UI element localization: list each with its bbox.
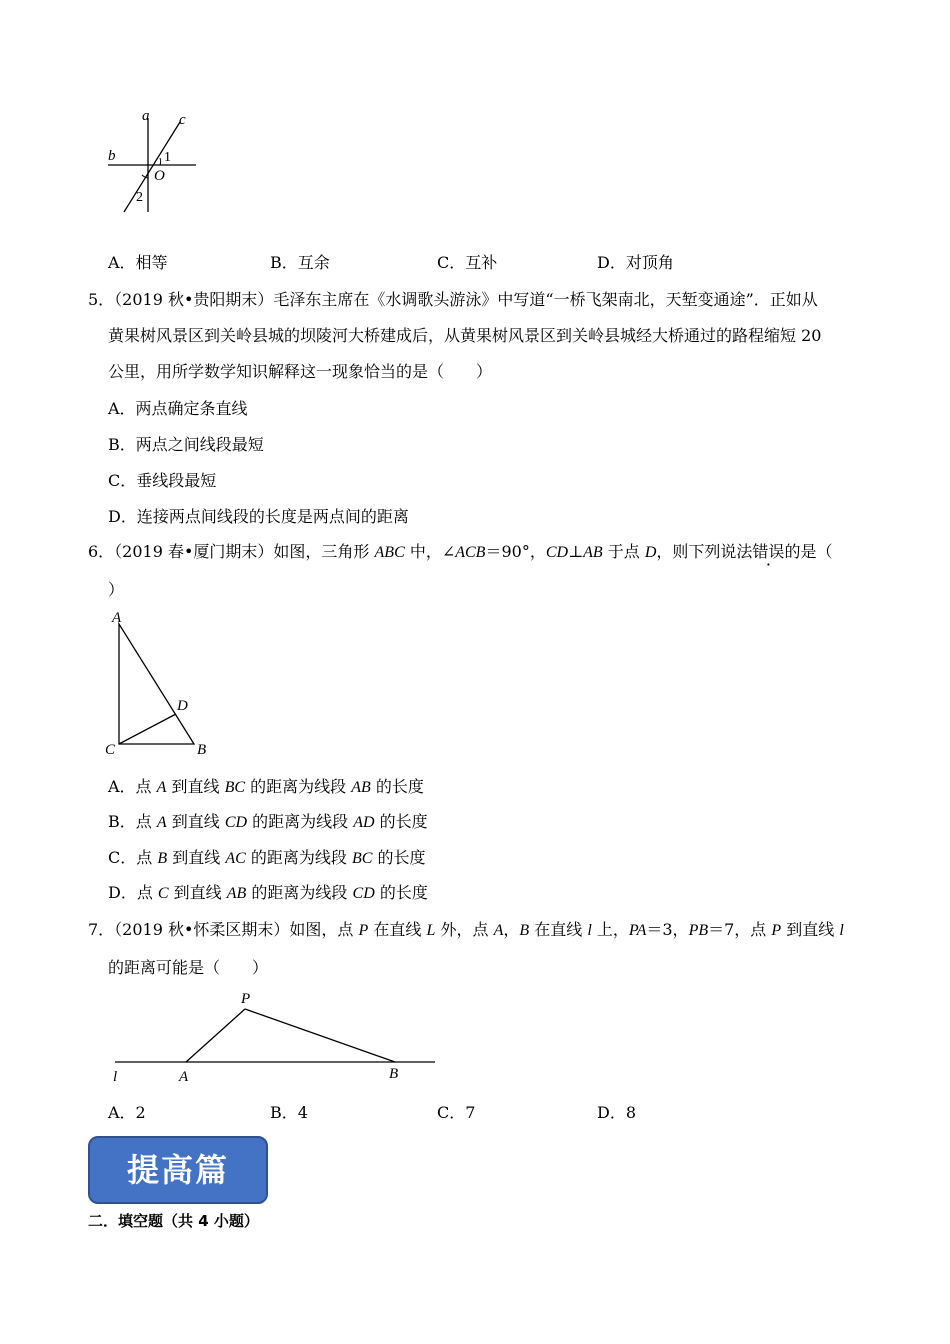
q5-option-d[interactable]: D．连接两点间线段的长度是两点间的距离 <box>108 507 409 526</box>
label-D: D <box>177 698 188 714</box>
emphasis-text: 错误 <box>752 542 785 561</box>
q6-stem-line1: 6．（2019 春•厦门期末）如图，三角形 ABC 中，∠ACB＝90°，CD⊥AB 于点 D，则下列说法错误的是（ <box>88 542 833 561</box>
q7-option-d[interactable]: D．8 <box>597 1103 637 1122</box>
q5-option-b[interactable]: B．两点之间线段最短 <box>108 435 264 454</box>
q4-option-c[interactable]: C．互补 <box>437 253 498 272</box>
segment-pb <box>245 1009 395 1062</box>
q7-figure <box>105 986 445 1086</box>
label-c: c <box>179 112 186 128</box>
q6-option-a[interactable]: A．点 A 到直线 BC 的距离为线段 AB 的长度 <box>108 777 424 796</box>
label-angle1: 1 <box>164 150 171 165</box>
q4-option-a[interactable]: A．相等 <box>108 253 168 272</box>
label-o: O <box>154 168 165 184</box>
label-C: C <box>105 742 116 758</box>
q7-option-b[interactable]: B．4 <box>270 1103 308 1122</box>
q6-stem-line2: ） <box>108 580 125 599</box>
label-B: B <box>389 1066 399 1082</box>
q6-option-b[interactable]: B．点 A 到直线 CD 的距离为线段 AD 的长度 <box>108 812 428 831</box>
label-l: l <box>113 1069 118 1085</box>
q4-figure <box>100 108 210 218</box>
segment-cd <box>119 714 176 744</box>
q7-option-c[interactable]: C．7 <box>437 1103 476 1122</box>
section-heading-fill-in: 二．填空题（共 4 小题） <box>88 1212 259 1230</box>
q7-stem-line1: 7．（2019 秋•怀柔区期末）如图，点 P 在直线 L 外，点 A，B 在直线 l 上，PA＝3，PB＝7，点 P 到直线 l <box>88 920 844 939</box>
q6-figure <box>100 606 215 758</box>
triangle-abc <box>119 624 194 744</box>
label-angle2: 2 <box>136 190 143 205</box>
q4-option-b[interactable]: B．互余 <box>270 253 330 272</box>
label-b: b <box>108 148 116 164</box>
q7-option-a[interactable]: A．2 <box>108 1103 146 1122</box>
q6-option-c[interactable]: C．点 B 到直线 AC 的距离为线段 BC 的长度 <box>108 848 426 867</box>
label-A: A <box>112 610 122 626</box>
q5-option-c[interactable]: C．垂线段最短 <box>108 471 217 490</box>
q5-stem-line2: 黄果树风景区到关岭县城的坝陵河大桥建成后，从黄果树风景区到关岭县城经大桥通过的路程缩短 20 <box>108 326 822 345</box>
q5-option-a[interactable]: A．两点确定条直线 <box>108 399 248 418</box>
label-B: B <box>197 742 207 758</box>
angle1-arc <box>160 158 161 165</box>
label-a: a <box>142 108 150 124</box>
q6-option-d[interactable]: D．点 C 到直线 AB 的距离为线段 CD 的长度 <box>108 883 428 902</box>
q5-stem-line1: 5．（2019 秋•贵阳期末）毛泽东主席在《水调歌头游泳》中写道“一桥飞架南北，天堑变通途”．正如从 <box>88 290 818 309</box>
segment-pa <box>186 1009 245 1062</box>
line-c <box>124 122 180 212</box>
label-P: P <box>241 991 251 1007</box>
q5-stem-line3: 公里，用所学数学知识解释这一现象恰当的是（ ） <box>108 362 493 381</box>
q7-stem-line2: 的距离可能是（ ） <box>108 958 269 977</box>
label-A: A <box>179 1069 189 1085</box>
advanced-section-badge: 提高篇 <box>88 1136 268 1204</box>
q4-option-d[interactable]: D．对顶角 <box>597 253 674 272</box>
